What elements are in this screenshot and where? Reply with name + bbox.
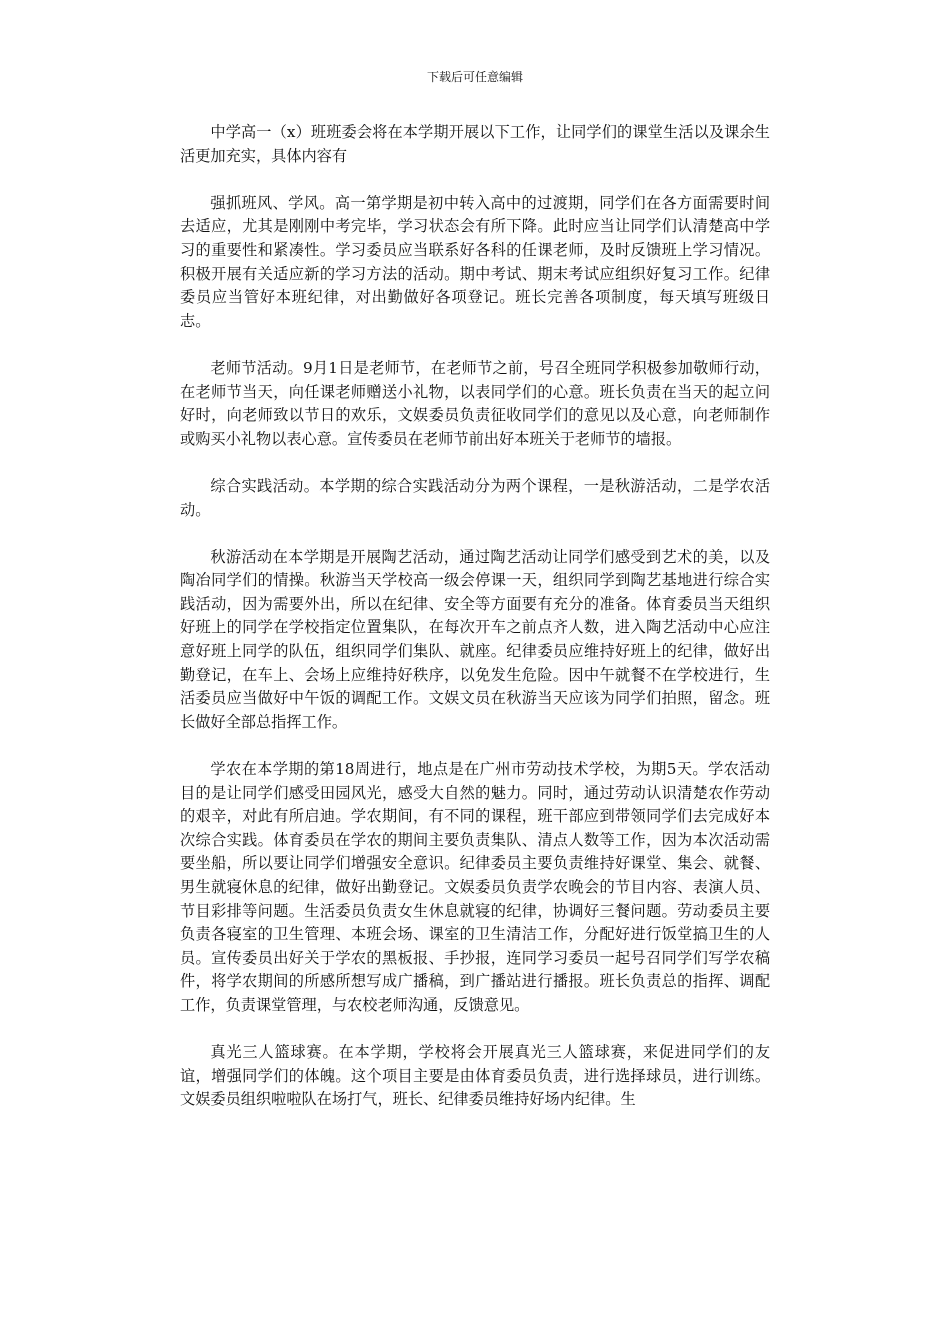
- download-edit-note: 下载后可任意编辑: [426, 70, 523, 84]
- paragraph-basketball: 真光三人篮球赛。在本学期，学校将会开展真光三人篮球赛，来促进同学们的友谊，增强同学们的体魄。这个项目主要是由体育委员负责，进行选择球员，进行训练。文娱委员组织啦啦队在场打气，班长、纪律委员维持好场内纪律。生: [180, 1043, 770, 1109]
- paragraph-class-style: 强抓班风、学风。高一第学期是初中转入高中的过渡期，同学们在各方面需要时间去适应，尤其是刚刚中考完毕，学习状态会有所下降。此时应当让同学们认清楚高中学习的重要性和紧凑性。学习委员应当联系好各科的任课老师，及时反馈班上学习情况。积极开展有关适应新的学习方法的活动。期中考试、期末考试应组织好复习工作。纪律委员应当管好本班纪律，对出勤做好各项登记。班长完善各项制度，每天填写班级日志。: [180, 193, 770, 330]
- paragraph-teachers-day: 老师节活动。9月1日是老师节，在老师节之前，号召全班同学积极参加敬师行动，在老师节当天，向任课老师赠送小礼物，以表同学们的心意。班长负责在当天的起立问好时，向老师致以节日的欢乐，文娱委员负责征收同学们的意见以及心意，向老师制作或购买小礼物以表心意。宣传委员在老师节前出好本班关于老师节的墙报。: [180, 358, 770, 448]
- paragraph-practice-activities: 综合实践活动。本学期的综合实践活动分为两个课程，一是秋游活动，二是学农活动。: [180, 476, 770, 519]
- paragraph-farm-study: 学农在本学期的第18周进行，地点是在广州市劳动技术学校，为期5天。学农活动目的是让同学们感受田园风光，感受大自然的魅力。同时，通过劳动认识清楚农作劳动的艰辛，对此有所启迪。学农期间，有不同的课程，班干部应到带领同学们去完成好本次综合实践。体育委员在学农的期间主要负责集队、清点人数等工作，因为本次活动需要坐船，所以要让同学们增强安全意识。纪律委员主要负责维持好课堂、集会、就餐、男生就寝休息的纪律，做好出勤登记。文娱委员负责学农晚会的节目内容、表演人员、节目彩排等问题。生活委员负责女生休息就寝的纪律，协调好三餐问题。劳动委员主要负责各寝室的卫生管理、本班会场、课室的卫生清洁工作，分配好进行饭堂搞卫生的人员。宣传委员出好关于学农的黑板报、手抄报，连同学习委员一起号召同学们写学农稿件，将学农期间的所感所想写成广播稿，到广播站进行播报。班长负责总的指挥、调配工作，负责课堂管理，与农校老师沟通，反馈意见。: [180, 760, 770, 1014]
- document-body: [180, 121, 770, 1136]
- paragraph-intro: 中学高一（x）班班委会将在本学期开展以下工作，让同学们的课堂生活以及课余生活更加充实，具体内容有: [180, 123, 770, 165]
- paragraph-autumn-trip: 秋游活动在本学期是开展陶艺活动，通过陶艺活动让同学们感受到艺术的美，以及陶冶同学们的情操。秋游当天学校高一级会停课一天，组织同学到陶艺基地进行综合实践活动，因为需要外出，所以在纪律、安全等方面要有充分的准备。体育委员当天组织好班上的同学在学校指定位置集队，在每次开车之前点齐人数，进入陶艺活动中心应注意好班上同学的队伍，组织同学们集队、就座。纪律委员应维持好班上的纪律，做好出勤登记，在车上、会场上应维持好秩序，以免发生危险。因中午就餐不在学校进行，生活委员应当做好中午饭的调配工作。文娱文员在秋游当天应该为同学们拍照，留念。班长做好全部总指挥工作。: [180, 547, 770, 731]
